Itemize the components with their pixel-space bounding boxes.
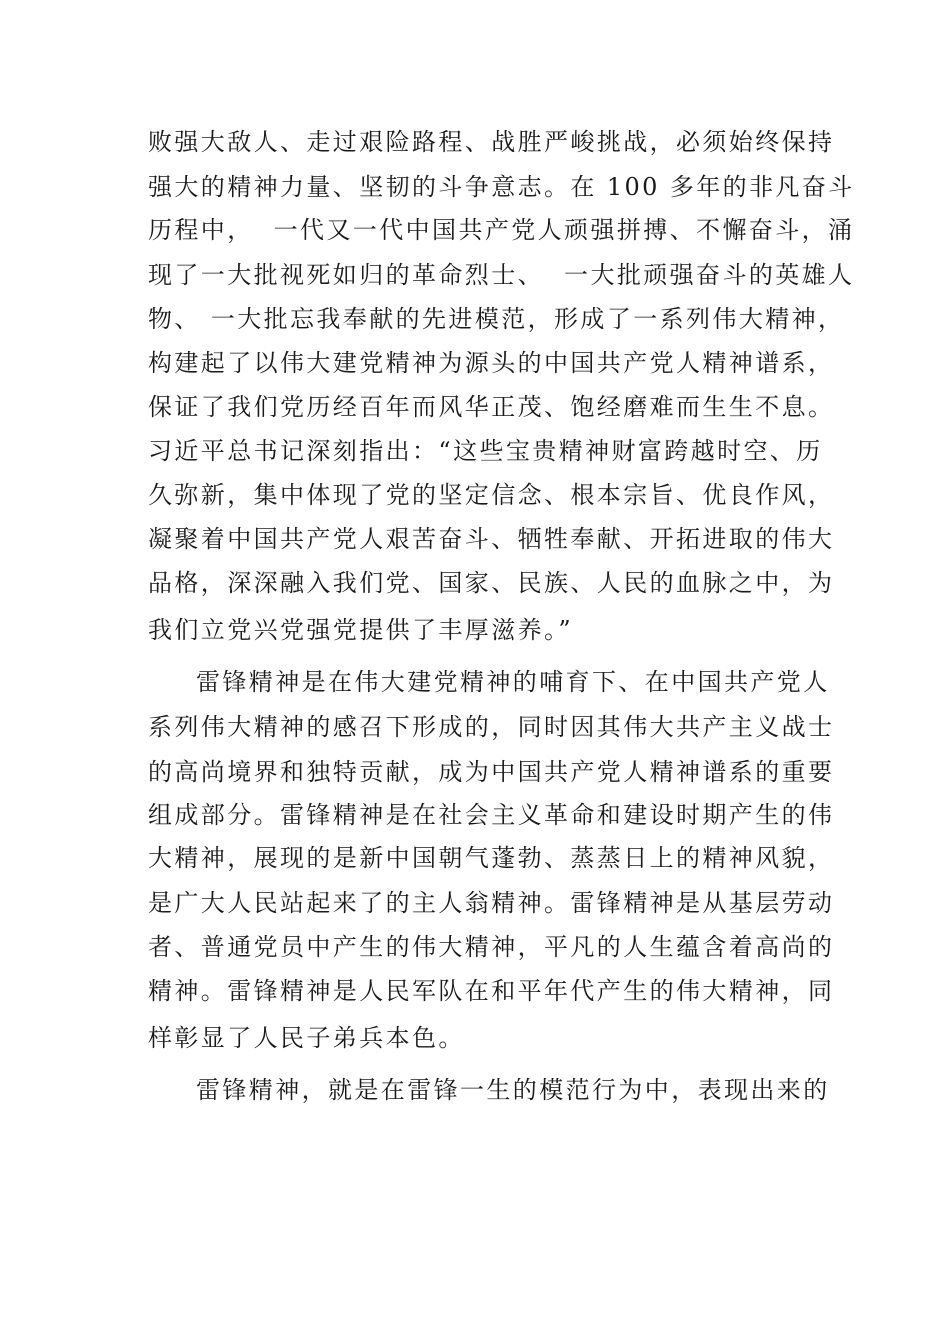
text-line: 的高尚境界和独特贡献，成为中国共产党人精神谱系的重要 — [148, 758, 835, 786]
text-line: 构建起了以伟大建党精神为源头的中国共产党人精神谱系， — [148, 349, 835, 377]
text-line: 现了一大批视死如归的革命烈士、 一大批顽强奋斗的英雄人 — [148, 261, 855, 289]
text-line: 强大的精神力量、坚韧的斗争意志。在 100 多年的非凡奋斗 — [148, 173, 855, 201]
paragraph-first-line: 雷锋精神，就是在雷锋一生的模范行为中，表现出来的 — [196, 1076, 830, 1104]
text-line: 是广大人民站起来了的主人翁精神。雷锋精神是从基层劳动 — [148, 889, 835, 917]
text-line: 样彰显了人民子弟兵本色。 — [148, 1024, 465, 1052]
text-line: 久弥新，集中体现了党的坚定信念、根本宗旨、优良作风， — [148, 481, 835, 509]
text-line: 组成部分。雷锋精神是在社会主义革命和建设时期产生的伟 — [148, 801, 835, 829]
text-line: 我们立党兴党强党提供了丰厚滋养。” — [148, 616, 574, 644]
text-line: 凝聚着中国共产党人艰苦奋斗、牺牲奉献、开拓进取的伟大 — [148, 525, 835, 553]
text-line: 保证了我们党历经百年而风华正茂、饱经磨难而生生不息。 — [148, 393, 835, 421]
text-line: 败强大敌人、走过艰险路程、战胜严峻挑战，必须始终保持 — [148, 128, 835, 156]
text-line: 精神。雷锋精神是人民军队在和平年代产生的伟大精神，同 — [148, 977, 835, 1005]
text-line: 大精神，展现的是新中国朝气蓬勃、蒸蒸日上的精神风貌， — [148, 844, 835, 872]
paragraph-first-line: 雷锋精神是在伟大建党精神的哺育下、在中国共产党人 — [196, 668, 830, 696]
text-line: 者、普通党员中产生的伟大精神，平凡的人生蕴含着高尚的 — [148, 933, 835, 961]
text-line: 物、 一大批忘我奉献的先进模范，形成了一系列伟大精神， — [148, 305, 845, 333]
text-line: 习近平总书记深刻指出：“这些宝贵精神财富跨越时空、历 — [148, 437, 823, 465]
text-line: 系列伟大精神的感召下形成的，同时因其伟大共产主义战士 — [148, 713, 835, 741]
text-line: 历程中， 一代又一代中国共产党人顽强拼搏、不懈奋斗，涌 — [148, 216, 855, 244]
text-line: 品格，深深融入我们党、国家、民族、人民的血脉之中，为 — [148, 569, 835, 597]
